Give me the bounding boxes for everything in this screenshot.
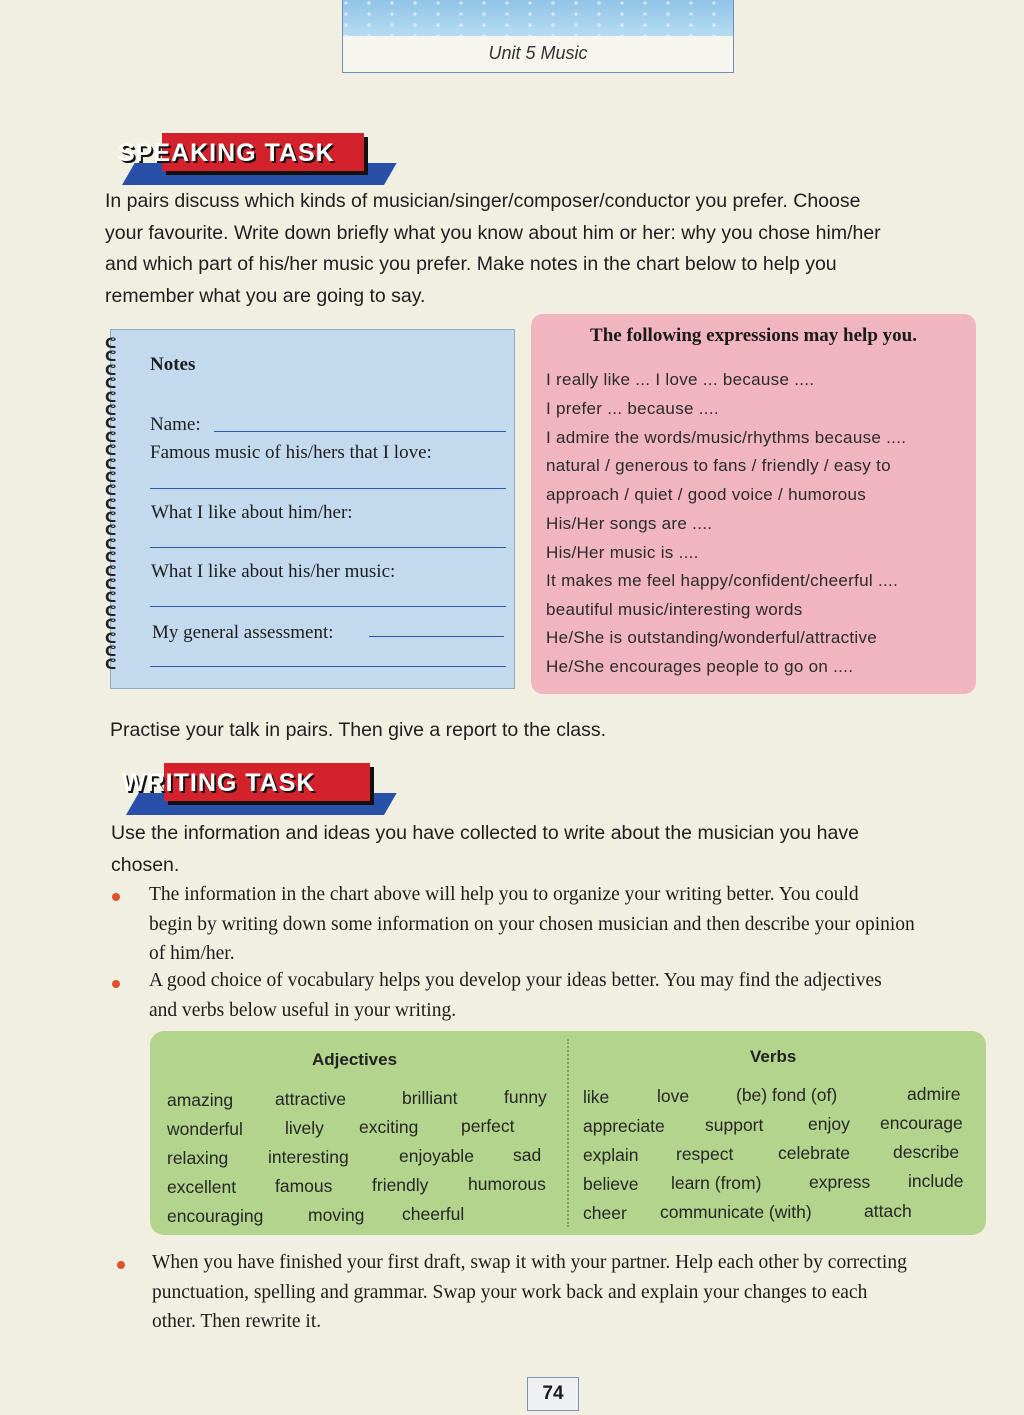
expressions-card xyxy=(531,314,976,694)
verb-word: support xyxy=(705,1115,764,1135)
bullet-icon xyxy=(112,980,120,988)
verb-word: admire xyxy=(907,1084,961,1104)
adjective-word: attractive xyxy=(275,1089,346,1109)
expression-line: beautiful music/interesting words xyxy=(546,600,803,619)
writing-task-title: WRITING TASK xyxy=(122,769,316,797)
bullet-text-1: The information in the chart above will help you to organize your writing better. You could begin by writing down some information on your chosen musician and then describe your opinion of him/her. xyxy=(149,884,915,964)
notes-heading: Notes xyxy=(150,354,196,375)
verb-word: like xyxy=(583,1087,610,1107)
adjectives-heading: Adjectives xyxy=(312,1050,398,1069)
instruction-line: In pairs discuss which kinds of musician/singer/composer/conductor you prefer. Choose xyxy=(105,190,861,212)
verb-word: enjoy xyxy=(808,1114,850,1134)
adjective-word: funny xyxy=(504,1087,547,1107)
writing-task-banner xyxy=(110,763,372,815)
assessment-label: My general assessment: xyxy=(152,622,334,643)
instruction-line: and which part of his/her music you prefer. Make notes in the chart below to help you xyxy=(105,253,837,275)
expression-line: It makes me feel happy/confident/cheerful .... xyxy=(546,571,899,590)
adjective-word: perfect xyxy=(461,1116,515,1136)
adjective-word: exciting xyxy=(359,1117,419,1137)
notes-card xyxy=(105,329,515,689)
adjective-word: cheerful xyxy=(402,1204,465,1224)
verb-word: cheer xyxy=(583,1203,627,1223)
writing-intro xyxy=(111,818,991,881)
adjective-word: famous xyxy=(275,1176,333,1196)
vocabulary-box xyxy=(150,1031,986,1235)
expression-line: His/Her music is .... xyxy=(546,543,699,562)
expression-line: His/Her songs are .... xyxy=(546,514,713,533)
expression-line: He/She is outstanding/wonderful/attractive xyxy=(546,628,878,647)
verb-word: celebrate xyxy=(778,1143,850,1163)
verb-word: express xyxy=(809,1172,871,1192)
adjective-word: amazing xyxy=(167,1090,234,1110)
vocab-divider xyxy=(567,1039,569,1227)
adjective-word: humorous xyxy=(468,1174,546,1194)
like-music-line xyxy=(150,606,506,607)
adjective-word: interesting xyxy=(268,1147,349,1167)
assessment-line xyxy=(369,636,504,637)
bullet-icon xyxy=(117,1261,125,1269)
expression-line: natural / generous to fans / friendly / easy to xyxy=(546,456,891,475)
expression-line: He/She encourages people to go on .... xyxy=(546,657,854,676)
name-label: Name: xyxy=(150,414,201,435)
verb-word: believe xyxy=(583,1174,639,1194)
verbs-heading: Verbs xyxy=(750,1047,797,1066)
unit-title: Unit 5 Music xyxy=(488,43,588,63)
speaking-instructions xyxy=(105,186,985,312)
intro-line: Use the information and ideas you have collected to write about the musician you have xyxy=(111,822,859,844)
verb-word: communicate (with) xyxy=(660,1202,812,1222)
adjective-word: encouraging xyxy=(167,1206,264,1226)
expressions-title: The following expressions may help you. xyxy=(590,325,917,346)
adjective-word: enjoyable xyxy=(399,1146,474,1166)
adjective-word: moving xyxy=(308,1205,365,1225)
expression-line: I admire the words/music/rhythms because .... xyxy=(546,428,907,447)
adjective-word: brilliant xyxy=(402,1088,458,1108)
bullet-icon xyxy=(112,893,120,901)
page-number: 74 xyxy=(527,1377,579,1411)
instruction-line: your favourite. Write down briefly what you know about him or her: why you chose him/her xyxy=(105,221,881,244)
like-person-label: What I like about him/her: xyxy=(151,502,353,523)
like-person-line xyxy=(150,547,506,548)
instruction-line: remember what you are going to say. xyxy=(105,284,426,307)
adjective-word: friendly xyxy=(372,1175,429,1195)
spiral-binding-icon: ᕦ ᕦ ᕦ ᕦ ᕦ ᕦ ᕦ ᕦ ᕦ ᕦ ᕦ ᕦ ᕦ ᕦ ᕦ ᕦ ᕦ ᕦ ᕦ ᕦ ᕦ ᕦ ᕦ ᕦ ᕦ xyxy=(105,336,117,674)
bullet-text-2: A good choice of vocabulary helps you develop your ideas better. You may find the adjectives and verbs below useful in your writing. xyxy=(149,970,882,1021)
adjective-word: sad xyxy=(513,1145,542,1165)
speaking-task-title: SPEAKING TASK xyxy=(118,139,335,167)
verb-word: attach xyxy=(864,1201,912,1221)
verb-word: include xyxy=(908,1171,964,1191)
name-line xyxy=(214,431,506,432)
expression-line: I really like ... I love ... because .... xyxy=(546,370,815,389)
assessment-line-2 xyxy=(150,666,506,667)
verb-word: learn (from) xyxy=(671,1173,762,1193)
bullet-text-3: When you have finished your first draft, swap it with your partner. Help each other by correcting punctuation, spelling and grammar. Swap your work back and explain your changes to each other. Then rewrite it. xyxy=(152,1252,907,1332)
adjective-word: relaxing xyxy=(167,1148,229,1168)
verb-word: describe xyxy=(893,1142,960,1162)
expression-line: approach / quiet / good voice / humorous xyxy=(546,485,867,504)
verb-word: appreciate xyxy=(583,1116,665,1136)
expression-line: I prefer ... because .... xyxy=(546,399,719,418)
adjective-word: lively xyxy=(285,1118,324,1138)
like-music-label: What I like about his/her music: xyxy=(151,561,396,582)
verb-word: explain xyxy=(583,1145,639,1165)
unit-header-tab xyxy=(342,0,734,73)
verb-word: love xyxy=(657,1086,690,1106)
verb-word: encourage xyxy=(880,1113,963,1133)
practise-text: Practise your talk in pairs. Then give a report to the class. xyxy=(110,719,607,741)
verb-word: (be) fond (of) xyxy=(736,1085,838,1105)
adjective-word: excellent xyxy=(167,1177,237,1197)
adjective-word: wonderful xyxy=(167,1119,243,1139)
intro-line: chosen. xyxy=(111,853,180,876)
speaking-task-banner xyxy=(104,133,366,185)
famous-music-line xyxy=(150,488,506,489)
famous-music-label: Famous music of his/hers that I love: xyxy=(150,442,432,463)
verb-word: respect xyxy=(676,1144,734,1164)
